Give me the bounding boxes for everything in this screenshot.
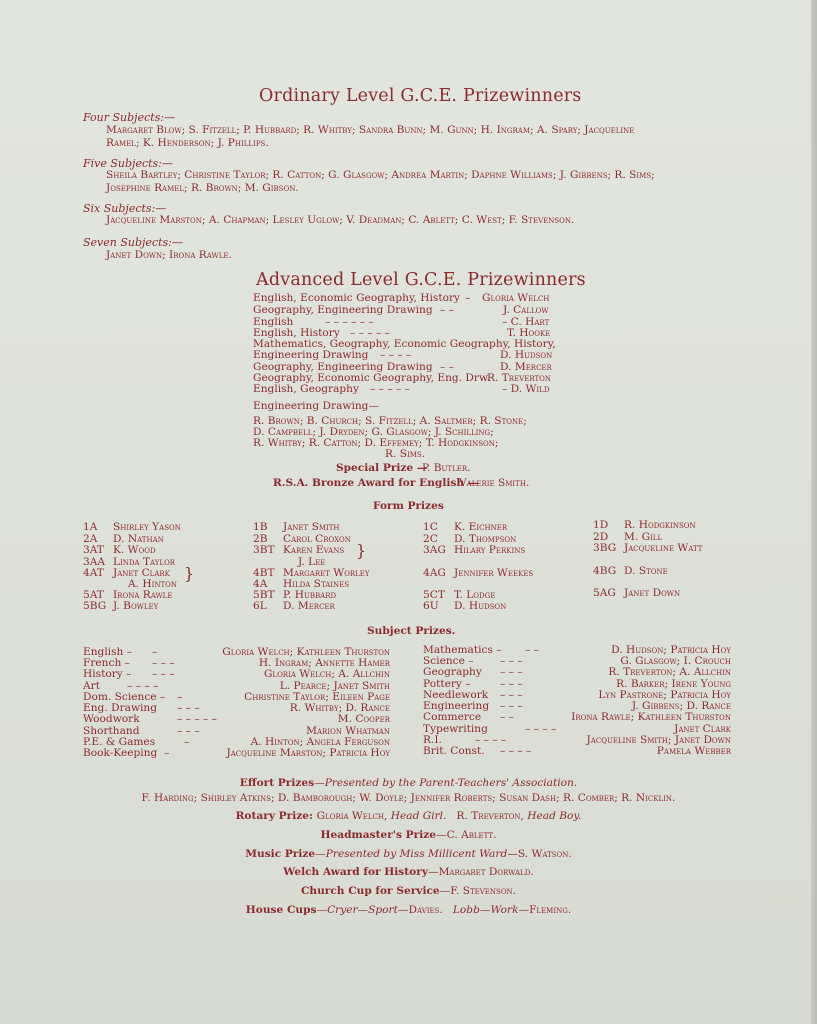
form-code: 3BG bbox=[593, 542, 617, 554]
form-winner: Irona Rawle bbox=[113, 589, 173, 601]
subject-name: Geography bbox=[423, 666, 482, 678]
form-winner: Margaret Worley bbox=[283, 567, 370, 579]
form-code: 2C bbox=[423, 533, 438, 545]
subject-dashes: – – – bbox=[152, 657, 175, 669]
form-winner: Carol Croxon bbox=[283, 533, 351, 545]
subject-name: History – bbox=[83, 668, 132, 680]
house-cups-label: House Cups bbox=[245, 904, 317, 916]
form-winner: Janet Smith bbox=[283, 521, 340, 533]
form-winner: R. Hodgkinson bbox=[624, 519, 696, 531]
subject-dashes: – – bbox=[500, 711, 514, 723]
adv-row-dashes: – bbox=[465, 292, 471, 304]
form-winner: Shirley Yason bbox=[113, 521, 181, 533]
form-winner: D. Hudson bbox=[454, 600, 507, 612]
form-code: 2B bbox=[253, 533, 268, 545]
form-winner: D. Thompson bbox=[454, 533, 517, 545]
adv-row-name: – C. Hart bbox=[502, 316, 550, 328]
engineering-drawing-label: Engineering Drawing— bbox=[253, 400, 380, 412]
engineering-line: R. Whitby; R. Catton; D. Effemey; T. Hodgkinson; bbox=[253, 437, 499, 449]
form-winner: Janet Down bbox=[624, 587, 681, 599]
welch-award-name: —Margaret Dorwald. bbox=[427, 866, 534, 878]
subject-winners: R. Whitby; D. Rance bbox=[289, 702, 390, 714]
subject-name: Needlework bbox=[423, 689, 489, 701]
adv-row-subject: English, History bbox=[253, 327, 340, 339]
subject-dashes: – – – – – bbox=[177, 713, 217, 725]
form-code: 3BT bbox=[253, 544, 275, 556]
effort-prizes-label: Effort Prizes bbox=[239, 777, 315, 789]
form-winner: Hilda Staines bbox=[283, 578, 350, 590]
form-winner: Jacqueline Watt bbox=[624, 542, 703, 554]
house-cup-lobb: Lobb—Work bbox=[442, 904, 519, 916]
adv-row-subject: Geography, Engineering Drawing bbox=[253, 304, 433, 316]
subject-name: Typewriting bbox=[423, 723, 488, 735]
six-subjects-line-1: Jacqueline Marston; A. Chapman; Lesley Uglow; V. Deadman; C. Ablett; C. West; F. Stevenson. bbox=[106, 214, 575, 226]
brace-mark: } bbox=[184, 564, 195, 583]
subject-winners: Jacqueline Smith; Janet Down bbox=[586, 734, 731, 746]
form-winner: Karen Evans bbox=[283, 544, 345, 556]
adv-row-subject: English, Geography bbox=[253, 383, 359, 395]
subject-dashes: – – – bbox=[152, 668, 175, 680]
five-subjects-line-2: Josephine Ramel; R. Brown; M. Gibson. bbox=[106, 182, 299, 194]
subject-winners: D. Hudson; Patricia Hoy bbox=[611, 644, 731, 656]
house-cup-lobb-winner: —Fleming. bbox=[518, 904, 572, 916]
five-subjects-line-1: Sheila Bartley; Christine Taylor; R. Catton; G. Glasgow; Andrea Martin; Daphne Williams; J. Gibbens; R. Sims; bbox=[106, 169, 655, 181]
welch-award bbox=[0, 867, 817, 879]
seven-subjects-line-1: Janet Down; Irona Rawle. bbox=[106, 249, 232, 261]
subject-dashes: – bbox=[152, 646, 158, 658]
engineering-line: R. Brown; B. Church; S. Fitzell; A. Saltmer; R. Stone; bbox=[253, 415, 527, 427]
rotary-name-1: Gloria Welch, bbox=[316, 810, 391, 822]
form-winner: Jennifer Weekes bbox=[454, 567, 534, 579]
subject-name: Art bbox=[83, 680, 100, 692]
subject-winners: H. Ingram; Annette Hamer bbox=[258, 657, 390, 669]
rsa-award-label: R.S.A. Bronze Award for English — bbox=[273, 477, 479, 489]
subject-winners: Marion Whatman bbox=[306, 725, 390, 737]
subject-winners: Irona Rawle; Kathleen Thurston bbox=[571, 711, 731, 723]
music-prize-label: Music Prize bbox=[245, 848, 316, 860]
form-code: 1C bbox=[423, 521, 438, 533]
four-subjects-line-2: Ramel; K. Henderson; J. Phillips. bbox=[106, 137, 269, 149]
special-prize-label: Special Prize — bbox=[336, 462, 428, 474]
subject-winners: Gloria Welch; Kathleen Thurston bbox=[222, 646, 390, 658]
form-code: 4BT bbox=[253, 567, 275, 579]
subject-dashes: – – – bbox=[500, 700, 523, 712]
subject-winners: L. Pearce; Janet Smith bbox=[279, 680, 390, 692]
subject-name: Eng. Drawing bbox=[83, 702, 158, 714]
subject-winners: Lyn Pastrone; Patricia Hoy bbox=[598, 689, 731, 701]
adv-row-name: D. Hudson bbox=[500, 349, 553, 361]
form-code: 5BG bbox=[83, 600, 107, 612]
subject-name: Woodwork bbox=[83, 713, 140, 725]
subject-dashes: – – – bbox=[177, 725, 200, 737]
ordinary-title: Ordinary Level G.C.E. Prizewinners bbox=[259, 86, 582, 106]
form-code: 6L bbox=[253, 600, 267, 612]
form-winner: T. Lodge bbox=[454, 589, 496, 601]
subject-dashes: – – – bbox=[177, 702, 200, 714]
subject-name: Pottery – bbox=[423, 678, 471, 690]
subject-name: Brit. Const. bbox=[423, 745, 485, 757]
subject-name: French – bbox=[83, 657, 130, 669]
subject-name: R.I. bbox=[423, 734, 442, 746]
effort-prizes-note: —Presented by the Parent-Teachers' Association. bbox=[314, 777, 578, 789]
adv-row-dashes: – – bbox=[440, 361, 454, 373]
form-code: 2A bbox=[83, 533, 98, 545]
church-cup-label: Church Cup for Service bbox=[300, 885, 440, 897]
form-code: 4AT bbox=[83, 567, 104, 579]
subject-dashes: – – – – bbox=[500, 745, 532, 757]
form-winner: A. Hinton bbox=[128, 578, 178, 590]
headmaster-prize-name: —C. Ablett. bbox=[436, 829, 497, 841]
form-code: 4BG bbox=[593, 565, 617, 577]
advanced-title: Advanced Level G.C.E. Prizewinners bbox=[256, 270, 586, 290]
adv-row-name: T. Hooke bbox=[507, 327, 551, 339]
subject-dashes: – bbox=[164, 747, 170, 759]
music-prize-note: —Presented by Miss Millicent Ward bbox=[315, 848, 508, 860]
form-code: 5BT bbox=[253, 589, 275, 601]
church-cup-name: —F. Stevenson. bbox=[439, 885, 517, 897]
special-prize-name: P. Butler. bbox=[422, 462, 471, 474]
adv-row-subject: Geography, Economic Geography, Eng. Drw. bbox=[253, 372, 491, 384]
form-code: 2D bbox=[593, 531, 609, 543]
subject-name: Dom. Science – bbox=[83, 691, 166, 703]
form-code: 1D bbox=[593, 519, 609, 531]
form-code: 3AT bbox=[83, 544, 104, 556]
seven-subjects-label: Seven Subjects:— bbox=[83, 236, 183, 249]
subject-dashes: – – – bbox=[500, 689, 523, 701]
subject-dashes: – – – – bbox=[525, 723, 557, 735]
house-cups bbox=[0, 905, 817, 917]
form-code: 5AG bbox=[593, 587, 616, 599]
music-prize-name: —S. Watson. bbox=[507, 848, 572, 860]
adv-row-dashes: – – bbox=[440, 304, 454, 316]
subject-dashes: – – – – bbox=[475, 734, 507, 746]
subject-name: English – bbox=[83, 646, 133, 658]
subject-winners: R. Treverton; A. Allchin bbox=[608, 666, 731, 678]
adv-row-subject: Geography, Engineering Drawing bbox=[253, 361, 433, 373]
adv-row-subject: Mathematics, Geography, Economic Geography, History, bbox=[253, 338, 556, 350]
engineering-line: D. Campbell; J. Dryden; G. Glasgow; J. Schilling; bbox=[253, 426, 494, 438]
form-code: 5AT bbox=[83, 589, 104, 601]
subject-dashes: – bbox=[184, 736, 190, 748]
form-code: 5CT bbox=[423, 589, 445, 601]
six-subjects-label: Six Subjects:— bbox=[83, 202, 167, 215]
form-winner: J. Lee bbox=[298, 556, 326, 568]
subject-winners: M. Cooper bbox=[337, 713, 390, 725]
church-cup bbox=[0, 886, 817, 898]
adv-row-dashes: – – – – – bbox=[370, 383, 410, 395]
form-code: 4AG bbox=[423, 567, 446, 579]
form-code: 3AG bbox=[423, 544, 446, 556]
subject-dashes: – – – bbox=[500, 666, 523, 678]
subject-winners: R. Barker; Irene Young bbox=[616, 678, 731, 690]
subject-dashes: – – bbox=[525, 644, 539, 656]
adv-row-subject: English bbox=[253, 316, 294, 328]
adv-row-name: D. Mercer bbox=[500, 361, 552, 373]
rotary-role-1: Head Girl. bbox=[390, 810, 447, 822]
subject-prizes-title: Subject Prizes. bbox=[367, 625, 456, 637]
form-code: 4A bbox=[253, 578, 268, 590]
rotary-role-2: Head Boy. bbox=[527, 810, 582, 822]
adv-row-name: R. Treverton bbox=[487, 372, 552, 384]
form-code: 1A bbox=[83, 521, 98, 533]
rotary-prize bbox=[0, 811, 817, 823]
subject-winners: Gloria Welch; A. Allchin bbox=[263, 668, 390, 680]
subject-name: Commerce bbox=[423, 711, 482, 723]
adv-row-dashes: – – – – – bbox=[350, 327, 390, 339]
subject-dashes: – bbox=[177, 691, 183, 703]
rotary-prize-label: Rotary Prize: bbox=[235, 810, 317, 822]
subject-name: Mathematics – bbox=[423, 644, 502, 656]
form-code: 3AA bbox=[83, 556, 106, 568]
brace-mark: } bbox=[356, 541, 367, 560]
form-winner: M. Gill bbox=[624, 531, 663, 543]
subject-name: Shorthand bbox=[83, 725, 140, 737]
five-subjects-label: Five Subjects:— bbox=[83, 157, 173, 170]
engineering-line: R. Sims. bbox=[385, 448, 426, 460]
form-winner: P. Hubbard bbox=[283, 589, 337, 601]
form-winner: D. Mercer bbox=[283, 600, 335, 612]
music-prize bbox=[0, 849, 817, 861]
subject-winners: Pamela Webber bbox=[656, 745, 731, 757]
form-winner: D. Nathan bbox=[113, 533, 164, 545]
adv-row-subject: English, Economic Geography, History bbox=[253, 292, 461, 304]
rsa-award-name: Valerie Smith. bbox=[459, 477, 530, 489]
rotary-name-2: R. Treverton, bbox=[446, 810, 528, 822]
form-code: 6U bbox=[423, 600, 439, 612]
subject-winners: A. Hinton; Angela Ferguson bbox=[250, 736, 390, 748]
adv-row-dashes: – – – – – – bbox=[325, 316, 374, 328]
welch-award-label: Welch Award for History bbox=[283, 866, 428, 878]
house-cup-cryer-winner: —Davies. bbox=[397, 904, 443, 916]
subject-name: Science – bbox=[423, 655, 474, 667]
form-winner: J. Bowley bbox=[113, 600, 159, 612]
subject-name: Engineering bbox=[423, 700, 490, 712]
effort-prizes-heading bbox=[0, 778, 817, 790]
adv-row-dashes: – – – – bbox=[380, 349, 412, 361]
form-winner: K. Eichner bbox=[454, 521, 508, 533]
form-winner: K. Wood bbox=[113, 544, 156, 556]
subject-winners: Janet Clark bbox=[674, 723, 731, 735]
form-winner: Janet Clark bbox=[113, 567, 170, 579]
subject-winners: Christine Taylor; Eileen Page bbox=[244, 691, 390, 703]
form-winner: Linda Taylor bbox=[113, 556, 176, 568]
subject-dashes: – – – – bbox=[127, 680, 159, 692]
four-subjects-line-1: Margaret Blow; S. Fitzell; P. Hubbard; R. Whitby; Sandra Bunn; M. Gunn; H. Ingram; A. Spary; Jacqueline bbox=[106, 124, 635, 136]
house-cup-cryer: —Cryer—Sport bbox=[316, 904, 398, 916]
adv-row-name: Gloria Welch bbox=[482, 292, 550, 304]
adv-row-name: J. Callow bbox=[503, 304, 549, 316]
subject-winners: Jacqueline Marston; Patricia Hoy bbox=[226, 747, 390, 759]
subject-winners: G. Glasgow; I. Crouch bbox=[620, 655, 731, 667]
headmaster-prize-label: Headmaster's Prize bbox=[320, 829, 437, 841]
form-code: 1B bbox=[253, 521, 268, 533]
subject-name: P.E. & Games bbox=[83, 736, 156, 748]
form-winner: Hilary Perkins bbox=[454, 544, 526, 556]
headmaster-prize bbox=[0, 830, 817, 842]
form-winner: D. Stone bbox=[624, 565, 668, 577]
effort-prizes-names: F. Harding; Shirley Atkins; D. Bamborough; W. Doyle; Jennifer Roberts; Susan Dash; R. Comber; R. Nicklin. bbox=[141, 792, 676, 804]
adv-row-name: – D. Wild bbox=[502, 383, 550, 395]
subject-dashes: – – – bbox=[500, 678, 523, 690]
subject-name: Book-Keeping bbox=[83, 747, 158, 759]
subject-dashes: – – – bbox=[500, 655, 523, 667]
subject-winners: J. Gibbens; D. Rance bbox=[631, 700, 731, 712]
form-prizes-title: Form Prizes bbox=[373, 500, 444, 512]
four-subjects-label: Four Subjects:— bbox=[83, 111, 176, 124]
adv-row-subject: Engineering Drawing bbox=[253, 349, 369, 361]
